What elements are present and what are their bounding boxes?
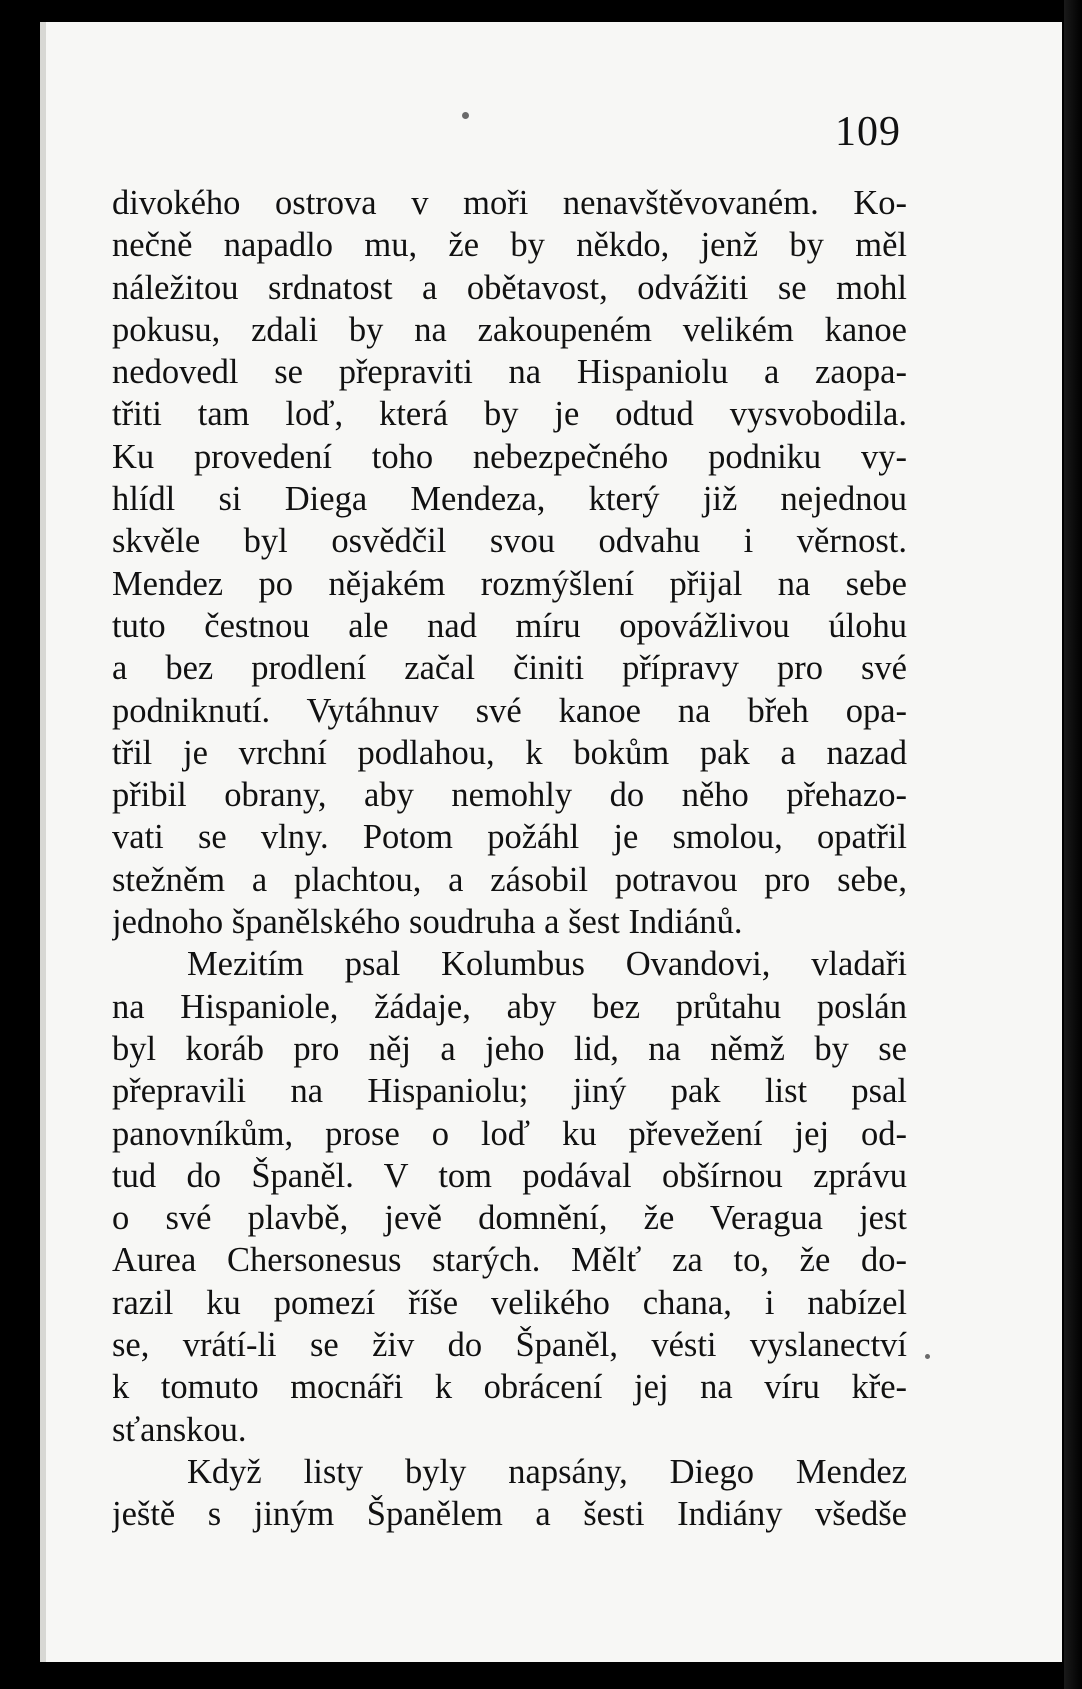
scan-edge (1064, 0, 1082, 1689)
text-line: divokého ostrova v moři nenavštěvovaném. Ko- (112, 184, 907, 222)
text-line: se, vrátí-li se živ do Španěl, vésti vyslanectví (112, 1326, 907, 1365)
text-line: třiti tam loď, která by je odtud vysvobodila. (112, 395, 907, 434)
body-text (112, 182, 907, 1536)
text-line: na Hispaniole, žádaje, aby bez průtahu poslán (112, 987, 907, 1026)
text-line: hlídl si Diega Mendeza, který již nejednou (112, 480, 907, 519)
text-line: přibil obrany, aby nemohly do něho přehazo- (112, 776, 907, 815)
print-speck (925, 1354, 930, 1359)
text-line: razil ku pomezí říše velikého chana, i nabízel (112, 1283, 907, 1322)
text-line: o své plavbě, jevě domnění, že Veragua jest (112, 1199, 907, 1238)
text-line: nečně napadlo mu, že by někdo, jenž by měl (112, 226, 907, 265)
text-line: a bez prodlení začal činiti přípravy pro své (112, 649, 907, 688)
text-line: stežněm a plachtou, a zásobil potravou pro sebe, (112, 860, 907, 899)
page-number: 109 (835, 109, 901, 155)
text-line: Ku provedení toho nebezpečného podniku vy- (112, 437, 907, 476)
text-line: Aurea Chersonesus starých. Mělť za to, že do- (112, 1241, 907, 1280)
text-line: vati se vlny. Potom požáhl je smolou, opatřil (112, 818, 907, 857)
text-line: k tomuto mocnáři k obrácení jej na víru kře- (112, 1368, 907, 1407)
text-line: pokusu, zdali by na zakoupeném velikém kanoe (112, 310, 907, 349)
text-line: náležitou srdnatost a obětavost, odvážiti se mohl (112, 268, 907, 307)
print-speck (462, 112, 469, 119)
text-line: skvěle byl osvědčil svou odvahu i věrnost. (112, 522, 907, 561)
text-line: jednoho španělského soudruha a šest Indiánů. (112, 903, 743, 942)
text-line: třil je vrchní podlahou, k bokům pak a nazad (112, 733, 907, 772)
text-line: Když listy byly napsány, Diego Mendez (187, 1452, 907, 1491)
text-line: byl koráb pro něj a jeho lid, na němž by se (112, 1029, 907, 1068)
text-line: ještě s jiným Španělem a šesti Indiány všedše (112, 1495, 907, 1534)
text-line: tuto čestnou ale nad míru opovážlivou úlohu (112, 606, 907, 645)
text-line: nedovedl se přepraviti na Hispaniolu a zaopa- (112, 353, 907, 392)
text-line: Mendez po nějakém rozmýšlení přijal na sebe (112, 564, 907, 603)
text-line: sťanskou. (112, 1410, 247, 1449)
text-line: přepravili na Hispaniolu; jiný pak list psal (112, 1072, 907, 1111)
text-line: podniknutí. Vytáhnuv své kanoe na břeh opa- (112, 691, 907, 730)
text-line: panovníkům, prose o loď ku převežení jej od- (112, 1114, 907, 1153)
text-line: Mezitím psal Kolumbus Ovandovi, vladaři (187, 945, 907, 984)
text-line: tud do Španěl. V tom podával obšírnou zprávu (112, 1156, 907, 1195)
